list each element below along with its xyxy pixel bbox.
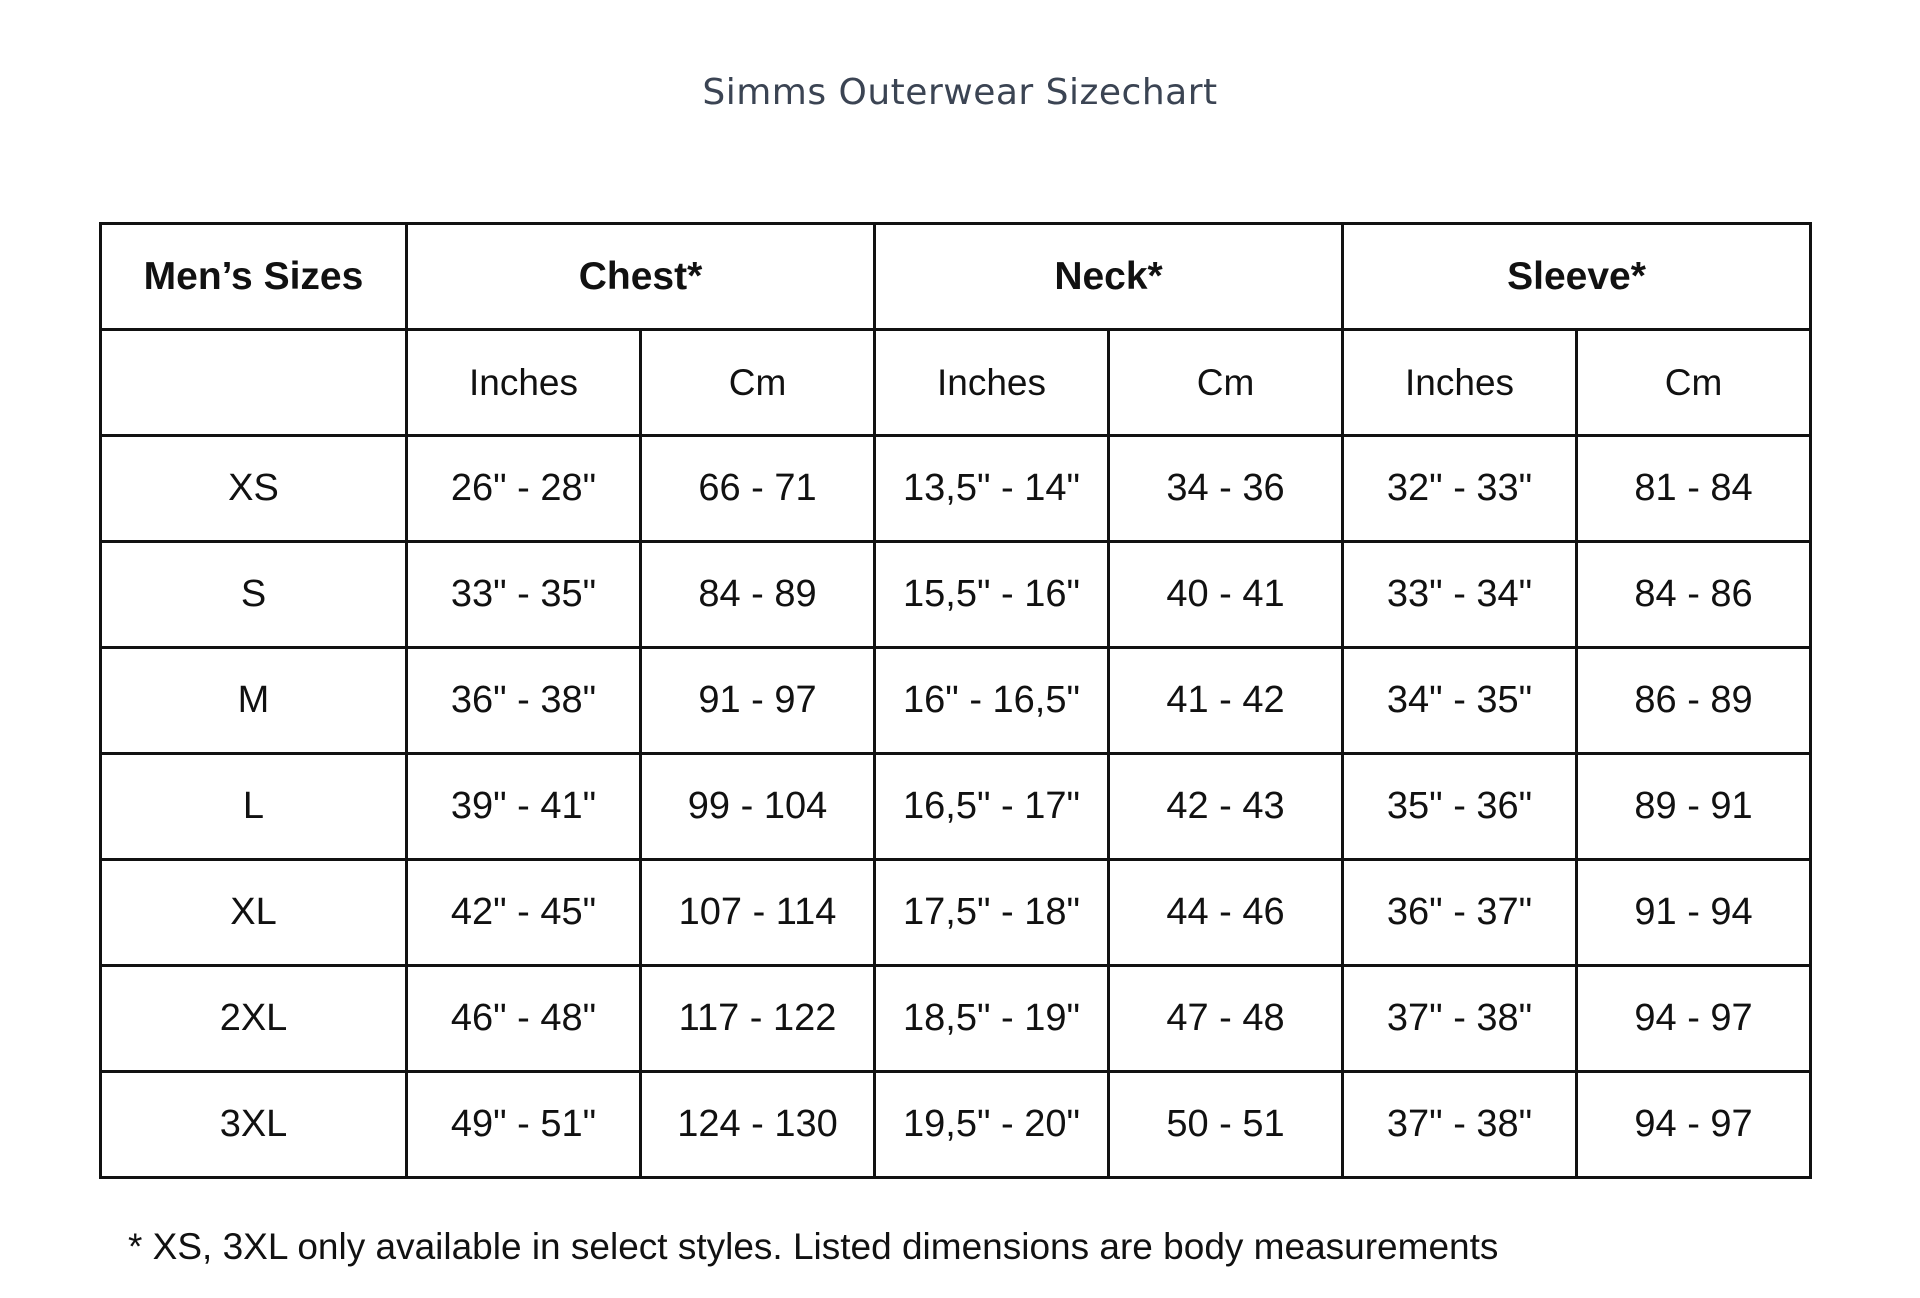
cell-size: XL	[101, 860, 407, 966]
table-row	[101, 860, 1811, 966]
cell-sleeve-inches: 37" - 38"	[1343, 1072, 1577, 1178]
cell-chest-inches: 36" - 38"	[407, 648, 641, 754]
cell-size: S	[101, 542, 407, 648]
cell-chest-cm: 124 - 130	[641, 1072, 875, 1178]
cell-size: XS	[101, 436, 407, 542]
unit-chest-inches: Inches	[407, 330, 641, 436]
cell-sleeve-cm: 94 - 97	[1577, 966, 1811, 1072]
unit-neck-cm: Cm	[1109, 330, 1343, 436]
table-row	[101, 1072, 1811, 1178]
cell-chest-cm: 117 - 122	[641, 966, 875, 1072]
page-title: Simms Outerwear Sizechart	[702, 72, 1218, 113]
cell-neck-inches: 15,5" - 16"	[875, 542, 1109, 648]
header-mens-sizes: Men’s Sizes	[101, 224, 407, 330]
cell-sleeve-inches: 35" - 36"	[1343, 754, 1577, 860]
size-chart-table	[99, 222, 1812, 1179]
cell-neck-cm: 50 - 51	[1109, 1072, 1343, 1178]
table-units-row	[101, 330, 1811, 436]
cell-sleeve-inches: 37" - 38"	[1343, 966, 1577, 1072]
cell-neck-cm: 47 - 48	[1109, 966, 1343, 1072]
table-row	[101, 542, 1811, 648]
header-neck: Neck*	[875, 224, 1343, 330]
table-row	[101, 966, 1811, 1072]
cell-neck-inches: 16,5" - 17"	[875, 754, 1109, 860]
cell-neck-inches: 18,5" - 19"	[875, 966, 1109, 1072]
cell-neck-cm: 44 - 46	[1109, 860, 1343, 966]
units-empty-cell	[101, 330, 407, 436]
cell-chest-inches: 33" - 35"	[407, 542, 641, 648]
cell-chest-cm: 66 - 71	[641, 436, 875, 542]
cell-sleeve-inches: 33" - 34"	[1343, 542, 1577, 648]
cell-chest-inches: 46" - 48"	[407, 966, 641, 1072]
cell-size: M	[101, 648, 407, 754]
cell-neck-cm: 41 - 42	[1109, 648, 1343, 754]
footnote: * XS, 3XL only available in select styles. Listed dimensions are body measurements	[128, 1226, 1499, 1267]
cell-sleeve-cm: 86 - 89	[1577, 648, 1811, 754]
header-sleeve: Sleeve*	[1343, 224, 1811, 330]
cell-neck-cm: 42 - 43	[1109, 754, 1343, 860]
cell-chest-cm: 91 - 97	[641, 648, 875, 754]
header-chest: Chest*	[407, 224, 875, 330]
cell-sleeve-cm: 81 - 84	[1577, 436, 1811, 542]
cell-chest-cm: 107 - 114	[641, 860, 875, 966]
cell-sleeve-cm: 84 - 86	[1577, 542, 1811, 648]
cell-sleeve-inches: 34" - 35"	[1343, 648, 1577, 754]
cell-neck-inches: 13,5" - 14"	[875, 436, 1109, 542]
cell-sleeve-inches: 32" - 33"	[1343, 436, 1577, 542]
cell-neck-inches: 16" - 16,5"	[875, 648, 1109, 754]
cell-chest-inches: 49" - 51"	[407, 1072, 641, 1178]
unit-chest-cm: Cm	[641, 330, 875, 436]
cell-neck-inches: 19,5" - 20"	[875, 1072, 1109, 1178]
cell-chest-cm: 99 - 104	[641, 754, 875, 860]
cell-size: 2XL	[101, 966, 407, 1072]
cell-sleeve-inches: 36" - 37"	[1343, 860, 1577, 966]
cell-chest-cm: 84 - 89	[641, 542, 875, 648]
cell-neck-cm: 40 - 41	[1109, 542, 1343, 648]
cell-size: 3XL	[101, 1072, 407, 1178]
table-row	[101, 436, 1811, 542]
table-row	[101, 648, 1811, 754]
table-header-row	[101, 224, 1811, 330]
cell-sleeve-cm: 94 - 97	[1577, 1072, 1811, 1178]
cell-chest-inches: 26" - 28"	[407, 436, 641, 542]
cell-neck-inches: 17,5" - 18"	[875, 860, 1109, 966]
table-row	[101, 754, 1811, 860]
unit-sleeve-cm: Cm	[1577, 330, 1811, 436]
cell-chest-inches: 39" - 41"	[407, 754, 641, 860]
cell-sleeve-cm: 91 - 94	[1577, 860, 1811, 966]
cell-chest-inches: 42" - 45"	[407, 860, 641, 966]
cell-sleeve-cm: 89 - 91	[1577, 754, 1811, 860]
unit-neck-inches: Inches	[875, 330, 1109, 436]
cell-size: L	[101, 754, 407, 860]
unit-sleeve-inches: Inches	[1343, 330, 1577, 436]
cell-neck-cm: 34 - 36	[1109, 436, 1343, 542]
